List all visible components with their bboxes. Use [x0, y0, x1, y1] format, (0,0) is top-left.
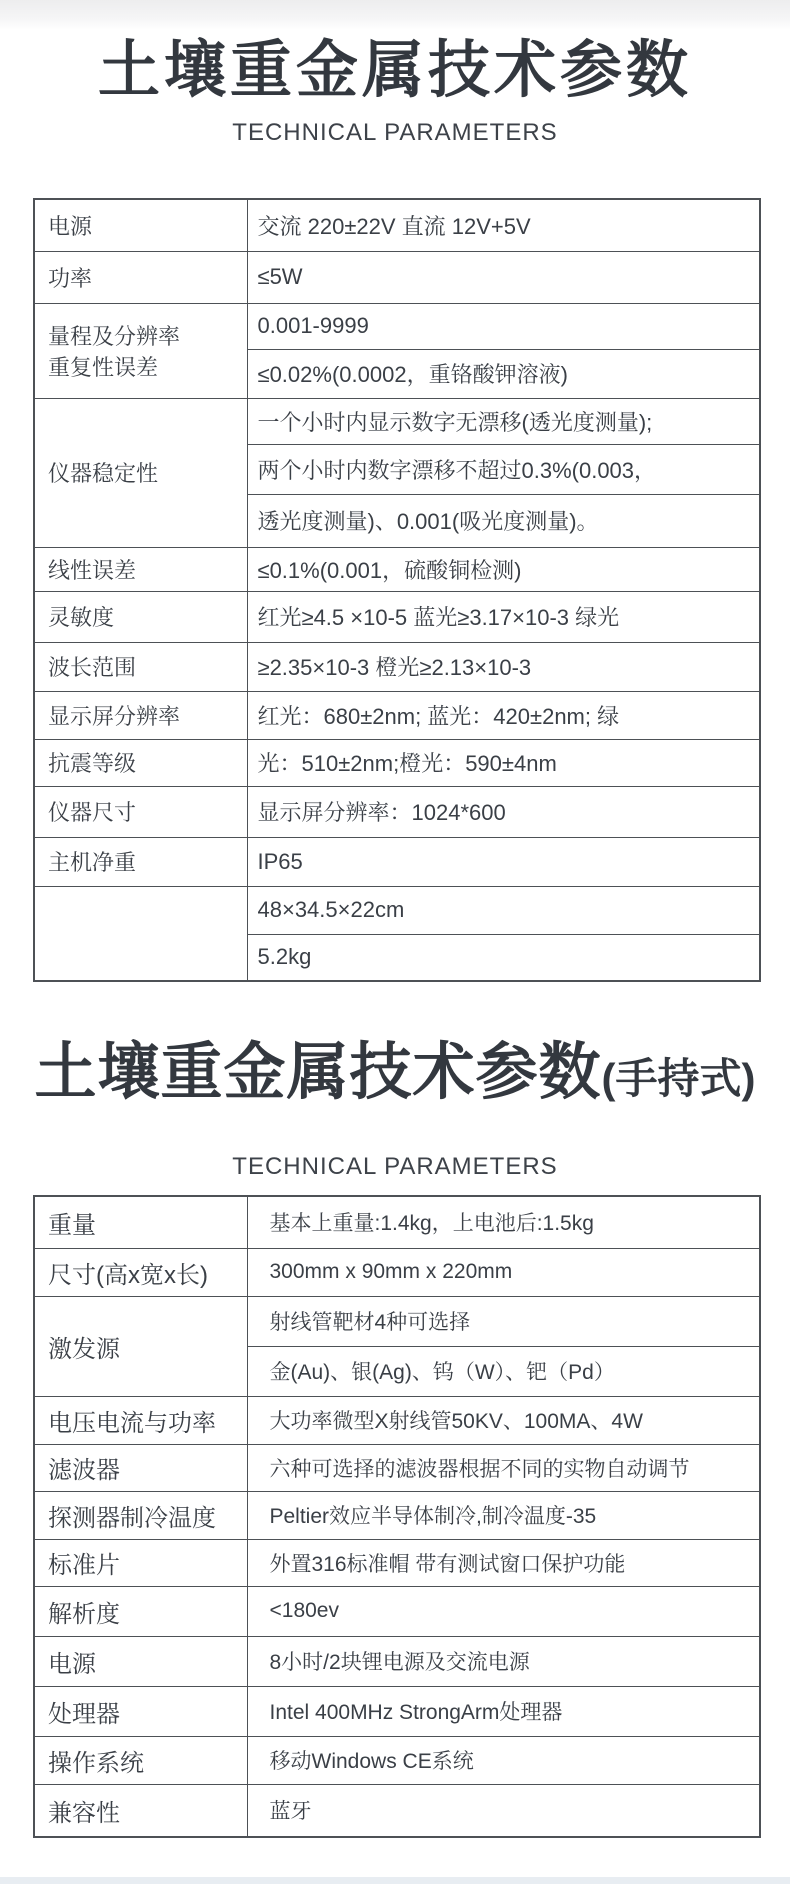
- spec-value: 透光度测量)、0.001(吸光度测量)。: [247, 494, 760, 547]
- spec-value: ≤0.1%(0.001，硫酸铜检测): [247, 547, 760, 591]
- spec-value: 0.001-9999: [247, 303, 760, 349]
- page-subtitle-handheld: TECHNICAL PARAMETERS: [232, 1153, 558, 1180]
- table-row: [34, 1784, 760, 1837]
- spec-value: <180ev: [247, 1586, 760, 1636]
- spec-value: 8小时/2块锂电源及交流电源: [247, 1636, 760, 1686]
- benchtop-params-table: [33, 198, 761, 982]
- table-row: [34, 1736, 760, 1784]
- page-title-suffix: (手持式): [601, 1055, 756, 1102]
- spec-label: 主机净重: [34, 837, 247, 886]
- table-row: [34, 547, 760, 591]
- page-subtitle-benchtop: TECHNICAL PARAMETERS: [232, 119, 558, 146]
- spec-value: IP65: [247, 837, 760, 886]
- spec-label: 标准片: [34, 1539, 247, 1586]
- spec-value: 射线管靶材4种可选择: [247, 1296, 760, 1346]
- spec-label: 仪器稳定性: [34, 398, 247, 547]
- spec-value: 交流 220±22V 直流 12V+5V: [247, 199, 760, 251]
- spec-value: 一个小时内显示数字无漂移(透光度测量);: [247, 398, 760, 444]
- spec-value: 48×34.5×22cm: [247, 886, 760, 934]
- table-row: [34, 1296, 760, 1346]
- spec-label: 电压电流与功率: [34, 1396, 247, 1444]
- top-fade-strip: [0, 0, 790, 30]
- spec-value: 光：510±2nm;橙光：590±4nm: [247, 739, 760, 786]
- table-row: [34, 786, 760, 837]
- spec-label: 滤波器: [34, 1444, 247, 1491]
- spec-value: 显示屏分辨率：1024*600: [247, 786, 760, 837]
- table-row: [34, 1586, 760, 1636]
- spec-label: 仪器尺寸: [34, 786, 247, 837]
- spec-value: 六种可选择的滤波器根据不同的实物自动调节: [247, 1444, 760, 1491]
- spec-label: 尺寸(高x宽x长): [34, 1248, 247, 1296]
- table-row: [34, 1248, 760, 1296]
- bottom-strip: [0, 1877, 790, 1884]
- spec-label: 操作系统: [34, 1736, 247, 1784]
- spec-label: 量程及分辨率: [48, 323, 181, 349]
- spec-label: 线性误差: [34, 547, 247, 591]
- spec-label-empty: [34, 886, 247, 981]
- table-row: [34, 1686, 760, 1736]
- spec-value: ≥2.35×10-3 橙光≥2.13×10-3: [247, 642, 760, 691]
- spec-value: Intel 400MHz StrongArm处理器: [247, 1686, 760, 1736]
- spec-value: 300mm x 90mm x 220mm: [247, 1248, 760, 1296]
- spec-label: 抗震等级: [34, 739, 247, 786]
- table-row: [34, 691, 760, 739]
- spec-value: 基本上重量:1.4kg，上电池后:1.5kg: [247, 1196, 760, 1248]
- table-row: [34, 1636, 760, 1686]
- page-title-handheld: [0, 1028, 790, 1118]
- page-title-main: 土壤重金属技术参数: [34, 1038, 602, 1107]
- table-row: [34, 1539, 760, 1586]
- spec-label: 重复性误差: [48, 354, 159, 380]
- handheld-params-table: [33, 1195, 761, 1838]
- spec-label: 灵敏度: [34, 591, 247, 642]
- spec-value: ≤5W: [247, 251, 760, 303]
- spec-label: 波长范围: [34, 642, 247, 691]
- spec-label-merged: [34, 303, 247, 398]
- spec-label: 处理器: [34, 1686, 247, 1736]
- spec-value: 两个小时内数字漂移不超过0.3%(0.003，: [247, 444, 760, 494]
- table-row: [34, 886, 760, 934]
- table-row: [34, 398, 760, 444]
- spec-label: 电源: [34, 199, 247, 251]
- table-row: [34, 739, 760, 786]
- spec-value: 5.2kg: [247, 934, 760, 981]
- spec-label: 激发源: [34, 1296, 247, 1396]
- spec-value: 大功率微型X射线管50KV、100MA、4W: [247, 1396, 760, 1444]
- table-row: [34, 1491, 760, 1539]
- page-title-benchtop: 土壤重金属技术参数: [97, 36, 692, 105]
- spec-label: 兼容性: [34, 1784, 247, 1837]
- table-row: [34, 1196, 760, 1248]
- spec-label: 探测器制冷温度: [34, 1491, 247, 1539]
- table-row: [34, 1444, 760, 1491]
- spec-label: 电源: [34, 1636, 247, 1686]
- spec-value: 移动Windows CE系统: [247, 1736, 760, 1784]
- table-row: [34, 303, 760, 349]
- spec-value: 外置316标准帽 带有测试窗口保护功能: [247, 1539, 760, 1586]
- table-row: [34, 837, 760, 886]
- table-row: [34, 1396, 760, 1444]
- table-row: [34, 251, 760, 303]
- spec-value: 金(Au)、银(Ag)、钨（W）、钯（Pd）: [247, 1346, 760, 1396]
- spec-value: 蓝牙: [247, 1784, 760, 1837]
- table-row: [34, 591, 760, 642]
- table-row: [34, 199, 760, 251]
- spec-label: 重量: [34, 1196, 247, 1248]
- spec-value: 红光：680±2nm; 蓝光：420±2nm; 绿: [247, 691, 760, 739]
- spec-value: 红光≥4.5 ×10-5 蓝光≥3.17×10-3 绿光: [247, 591, 760, 642]
- spec-label: 功率: [34, 251, 247, 303]
- table-row: [34, 642, 760, 691]
- spec-label: 解析度: [34, 1586, 247, 1636]
- spec-value: ≤0.02%(0.0002，重铬酸钾溶液): [247, 349, 760, 398]
- spec-label: 显示屏分辨率: [34, 691, 247, 739]
- spec-value: Peltier效应半导体制冷,制冷温度-35: [247, 1491, 760, 1539]
